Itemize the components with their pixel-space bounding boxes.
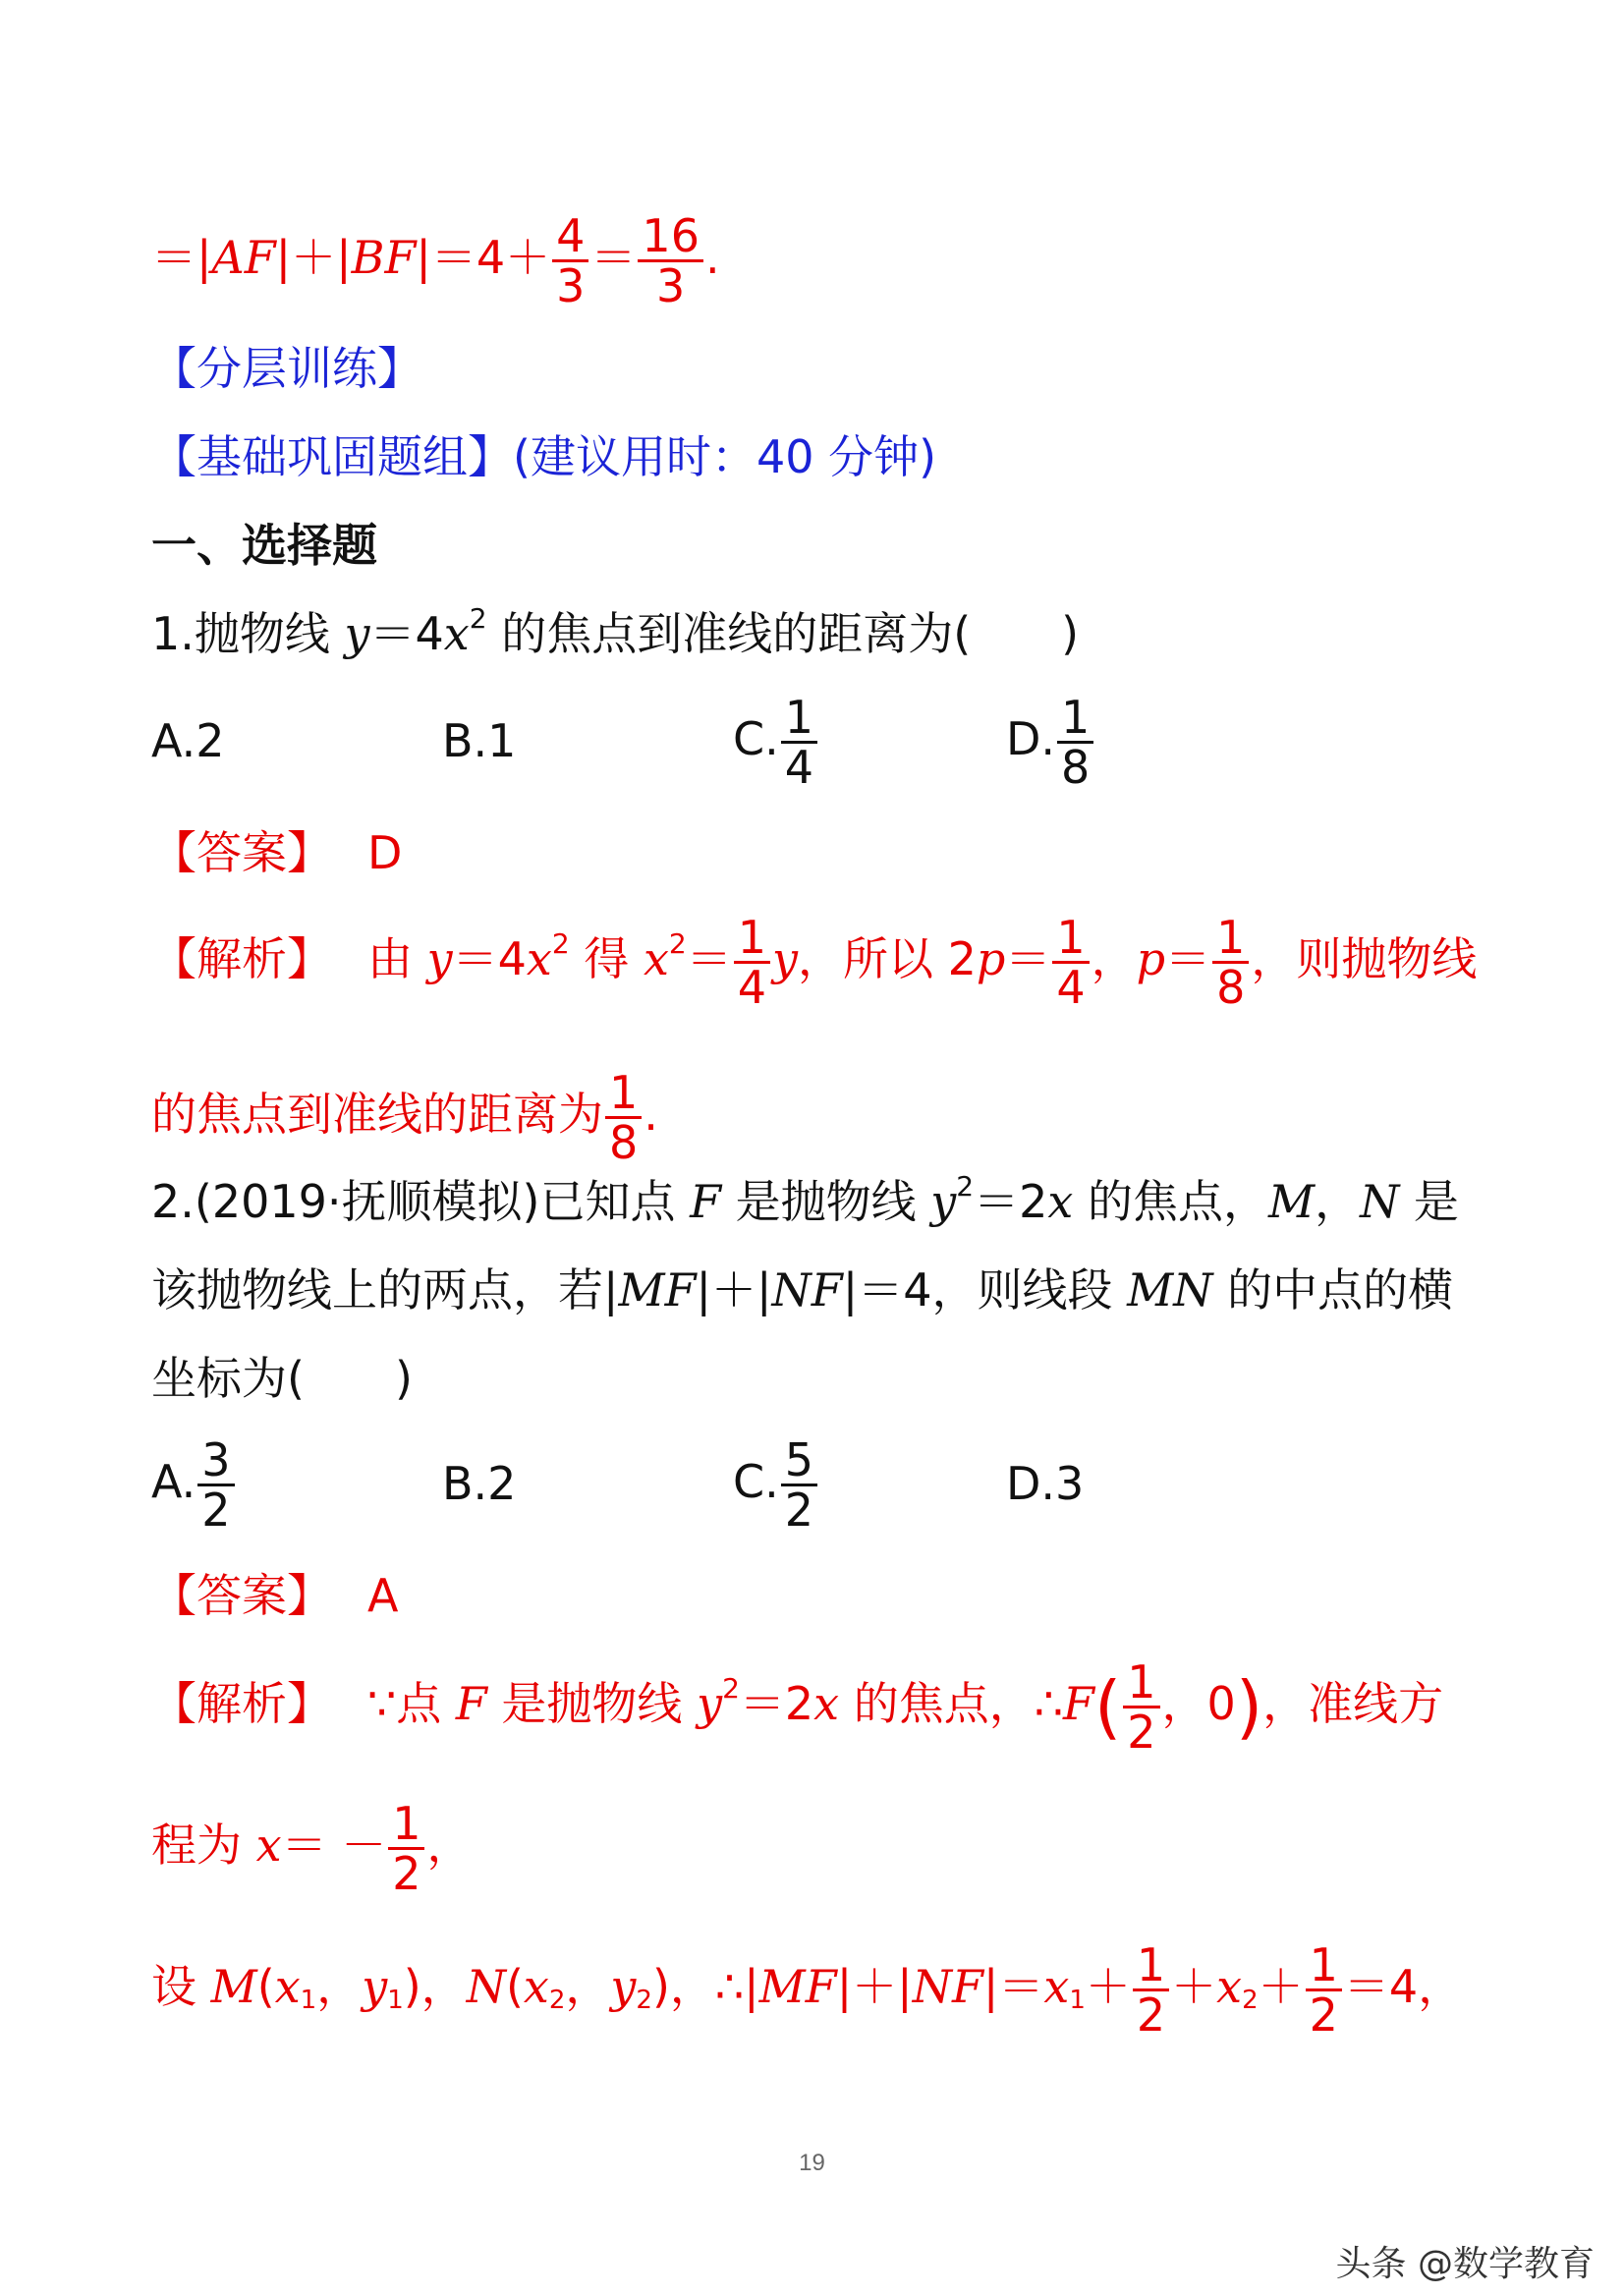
section-basic-heading: 【基础巩固题组】(建议用时：40 分钟) <box>151 430 937 483</box>
question-1-answer: 【答案】 D <box>151 826 403 879</box>
option-d: D.3 <box>1006 1457 1085 1510</box>
option-c: C. $\frac{5}{2}$ <box>733 1436 819 1534</box>
option-a: A.2 <box>151 714 225 767</box>
question-1-stem: 1.抛物线 $y=4x^2$ 的焦点到准线的距离为( ) <box>151 602 1080 660</box>
question-1-analysis-line2: 的焦点到准线的距离为 $\frac{1}{8}$ . <box>151 1066 658 1169</box>
option-a: A. $\frac{3}{2}$ <box>151 1436 237 1534</box>
option-d: D. $\frac{1}{8}$ <box>1006 694 1095 791</box>
question-2-stem-line1: 2.(2019·抚顺模拟)已知点 F 是抛物线 $y^2=2x$ 的焦点，M，N 是 <box>151 1170 1459 1228</box>
question-2-options <box>151 1433 1527 1537</box>
question-2-stem-line3: 坐标为( ) <box>151 1352 413 1405</box>
question-2-stem-line2: 该抛物线上的两点，若|MF|＋|NF|＝4，则线段 MN 的中点的横 <box>151 1263 1454 1316</box>
option-b: B.1 <box>442 714 517 767</box>
option-c: C. $\frac{1}{4}$ <box>733 694 819 791</box>
fraction: $\frac{16}{3}$ <box>638 212 703 309</box>
question-1-options <box>151 691 1527 794</box>
question-2-answer: 【答案】 A <box>151 1569 399 1622</box>
fraction: $\frac{4}{3}$ <box>552 212 588 309</box>
section-training-heading: 【分层训练】 <box>151 342 422 395</box>
question-2-analysis-line3: 设 $M(x_1$，$y_1$)，$N(x_2$，$y_2$)，$\therefore|MF|+|NF|=x_1+$ $\frac{1}{2}$ $+x_2+$ $\frac{1}{2}$ ＝4， <box>151 1938 1464 2042</box>
question-2-analysis-line2: 程为 x＝ － $\frac{1}{2}$ ， <box>151 1797 473 1900</box>
option-b: B.2 <box>442 1457 517 1510</box>
question-1-analysis: 【解析】 由 $y=4x^2$ 得 $x^2=$ $\frac{1}{4}$ y，所以 2p＝ $\frac{1}{4}$ ，p＝ $\frac{1}{8}$ ，则抛物线 <box>151 911 1478 1014</box>
question-2-analysis-line1: 【解析】 ∵点 F 是抛物线 $y^2=2x$ 的焦点，∴F( $\frac{1}{2}$ ，0)，准线方 <box>151 1655 1444 1759</box>
continuation-equation: ＝|AF|＋|BF|＝4＋ $\frac{4}{3}$ ＝ $\frac{16}{3}$ . <box>151 209 720 312</box>
section-choice-heading: 一、选择题 <box>151 519 377 572</box>
watermark: 头条 @数学教育 <box>1335 2244 1595 2284</box>
page-number: 19 <box>799 2150 825 2176</box>
